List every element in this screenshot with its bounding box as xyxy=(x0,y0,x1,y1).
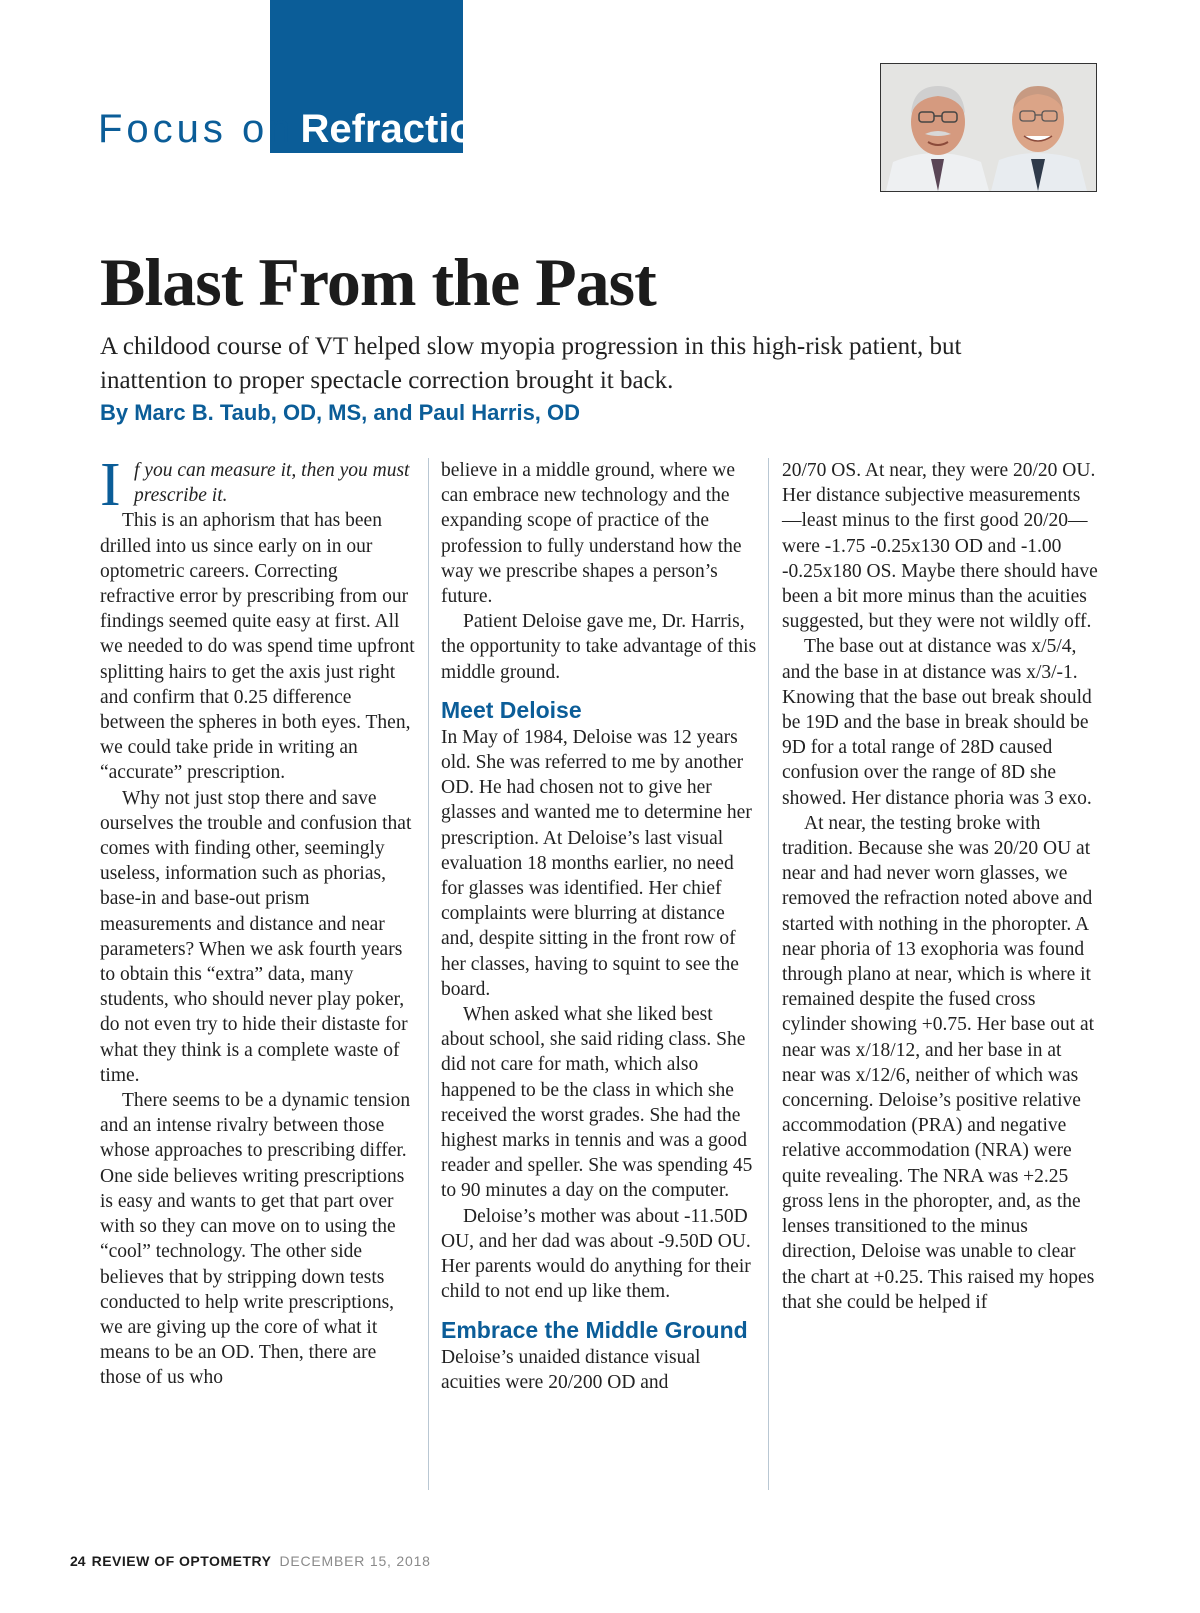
lead-quote: f you can measure it, then you must prescribe it. xyxy=(134,460,410,507)
body-paragraph: Deloise’s mother was about -11.50D OU, and her dad was about -9.50D OU. Her parents would do anything for their child to not end up like them. xyxy=(441,1205,751,1303)
article-column-3 xyxy=(782,458,1098,1315)
subhead-meet-deloise: Meet Deloise xyxy=(441,696,582,723)
body-paragraph: Patient Deloise gave me, Dr. Harris, the opportunity to take advantage of this middle ground. xyxy=(441,611,757,683)
body-paragraph: This is an aphorism that has been drilled into us since early on in our optometric careers. Correcting refractive error by prescribing from our findings seemed quite easy at first. All we needed to do was spend time upfront splitting hairs to get the axis just right and confirm that 0.25 difference between the spheres in both eyes. Then, we could take pride in writing an “accurate” prescription. xyxy=(100,510,415,784)
body-paragraph: In May of 1984, Deloise was 12 years old. She was referred to me by another OD. He had chosen not to give her glasses and wanted me to determine her prescription. At Deloise’s last visual evaluation 18 months earlier, no need for glasses was identified. Her chief complaints were blurring at distance and, despite sitting in the front row of her classes, having to squint to see the board. xyxy=(441,726,752,1000)
issue-date: DECEMBER 15, 2018 xyxy=(279,1553,431,1569)
body-paragraph: The base out at distance was x/5/4, and the base in at distance was x/3/-1. Knowing that the base out break should be 19D and the base in break should be 9D for a total range of 28D caused confusion over the range of 8D she showed. Her distance phoria was 3 exo. xyxy=(782,636,1092,809)
page-footer xyxy=(70,1551,431,1571)
article-headline: Blast From the Past xyxy=(100,244,656,320)
body-paragraph: 20/70 OS. At near, they were 20/20 OU. Her distance subjective measurements—least minus to the first good 20/20—were -1.75 -0.25x130 OD and -1.00 -0.25x180 OS. Maybe there should have been a bit more minus than the acuities suggested, but they were not wildly off. xyxy=(782,460,1098,633)
article-column-2 xyxy=(441,458,757,1395)
column-divider xyxy=(768,458,769,1490)
page-number: 24 xyxy=(70,1553,86,1569)
publication-name: REVIEW OF OPTOMETRY xyxy=(91,1553,272,1569)
drop-cap: I xyxy=(100,451,121,519)
body-paragraph: At near, the testing broke with tradition. Because she was 20/20 OU at near and had never worn glasses, we removed the refraction noted above and started with nothing in the phoropter. A near phoria of 13 exophoria was found through plano at near, which is where it remained despite the fused cross cylinder showing +0.75. Her base out at near was x/18/12, and her base in at near was x/12/6, neither of which was concerning. Deloise’s positive relative accommodation (PRA) and negative relative accommodation (NRA) were quite revealing. The NRA was +2.25 gross lens in the phoropter, and, as the lenses transitioned to the minus direction, Deloise was unable to clear the chart at +0.25. This raised my hopes that she could be helped if xyxy=(782,812,1095,1313)
lead-paragraph xyxy=(100,451,416,519)
article-column-1 xyxy=(100,451,416,1391)
authors-photo xyxy=(880,63,1097,192)
column-divider xyxy=(428,458,429,1490)
body-paragraph: When asked what she liked best about school, she said riding class. She did not care for math, which also happened to be the class in which she received the worst grades. She had the highest marks in tennis and was a good reader and speller. She was spending 45 to 90 minutes a day on the computer. xyxy=(441,1004,753,1202)
authors-photo-illustration xyxy=(881,64,1096,191)
article-deck: A childood course of VT helped slow myopia progression in this high-risk patient, but inattention to proper spectacle correction brought it back. xyxy=(100,333,962,394)
section-label-focus: Focus on xyxy=(98,107,295,151)
body-paragraph: believe in a middle ground, where we can embrace new technology and the expanding scope of practice of the profession to fully understand how the way we prescribe shapes a person’s future. xyxy=(441,460,742,608)
body-paragraph: Why not just stop there and save ourselves the trouble and confusion that comes with finding other, seemingly useless, information such as phorias, base-in and base-out prism measurements and distance and near parameters? When we ask fourth years to obtain this “extra” data, many students, who should never play poker, do not even try to hide their distaste for what they think is a complete waste of time. xyxy=(100,787,412,1086)
subhead-embrace-middle-ground: Embrace the Middle Ground xyxy=(441,1316,748,1343)
article-byline: By Marc B. Taub, OD, MS, and Paul Harris, OD xyxy=(100,400,581,425)
body-paragraph: Deloise’s unaided distance visual acuities were 20/200 OD and xyxy=(441,1346,701,1393)
section-label xyxy=(98,104,498,154)
body-paragraph: There seems to be a dynamic tension and an intense rivalry between those whose approaches to prescribing differ. One side believes writing prescriptions is easy and wants to get that part over with so they can move on to using the “cool” technology. The other side believes that by stripping down tests conducted to help write prescriptions, we are giving up the core of what it means to be an OD. Then, there are those of us who xyxy=(100,1090,411,1389)
section-label-refraction: Refraction xyxy=(300,107,499,151)
